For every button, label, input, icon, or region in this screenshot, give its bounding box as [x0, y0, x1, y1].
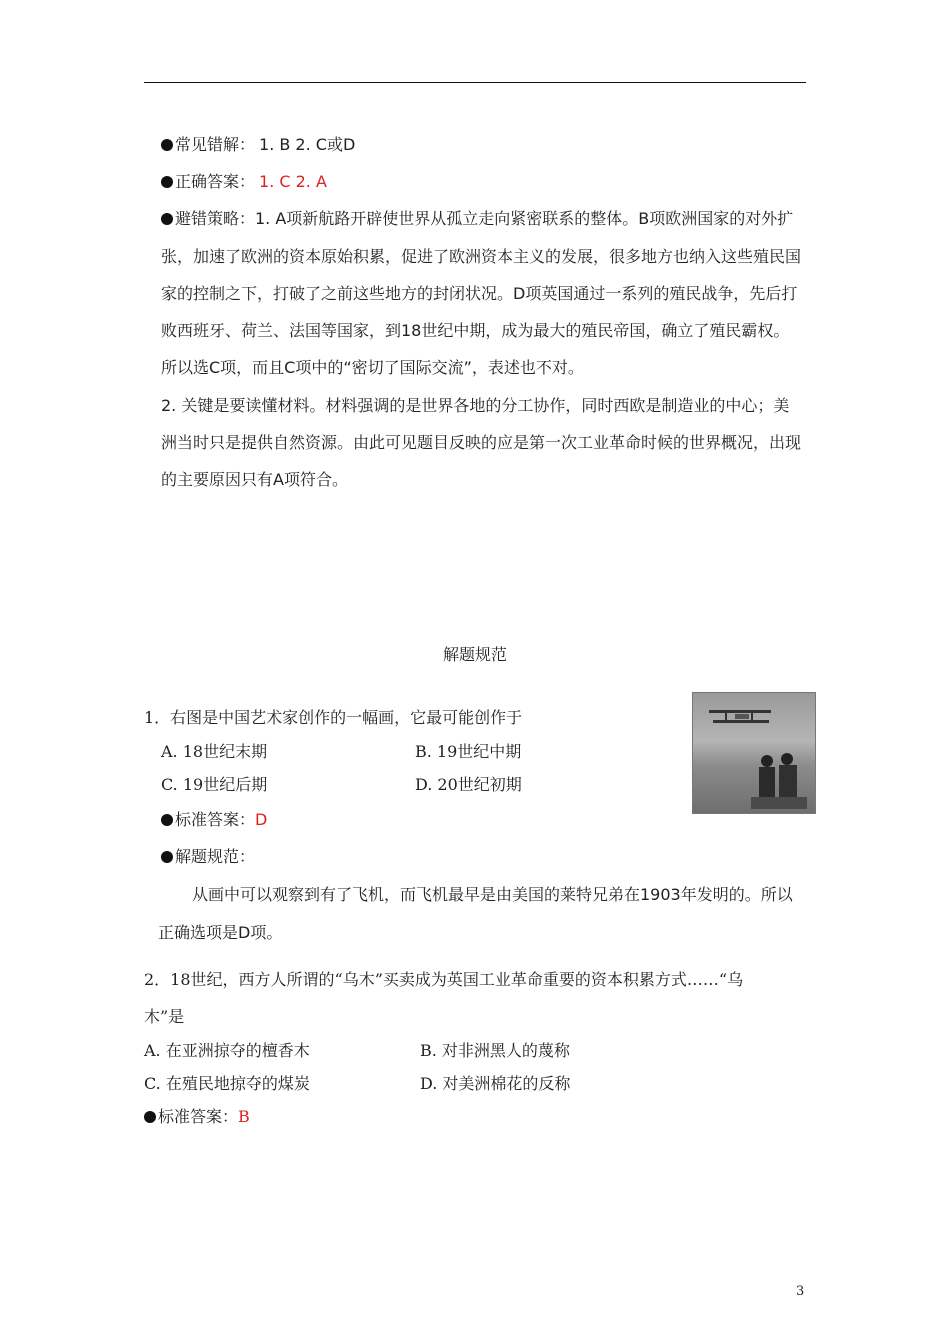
- biplane-icon: [705, 707, 775, 729]
- people-figures-icon: [751, 747, 807, 809]
- q1-explain-line: [161, 847, 255, 867]
- strategy-line: 的主要原因只有A项符合。: [161, 470, 348, 489]
- correct-answer-label: 正确答案：: [175, 172, 256, 191]
- bullet-icon: [161, 176, 173, 188]
- q1-answer-line: [161, 810, 267, 830]
- q1-stem: 1．右图是中国艺术家创作的一幅画，它最可能创作于: [144, 708, 523, 727]
- strategy-line: 张，加速了欧洲的资本原始积累，促进了欧洲资本主义的发展，很多地方也纳入这些殖民国: [161, 247, 802, 266]
- q1-answer-label: 标准答案：: [175, 810, 256, 829]
- strategy-line: 洲当时只是提供自然资源。由此可见题目反映的应是第一次工业革命时候的世界概况，出现: [161, 433, 802, 452]
- bullet-icon: [161, 213, 173, 225]
- bullet-icon: [161, 851, 173, 863]
- common-errors-line: [161, 135, 355, 155]
- header-rule: [144, 82, 806, 83]
- bullet-icon: [161, 814, 173, 826]
- bullet-icon: [161, 139, 173, 151]
- q2-answer-label: 标准答案：: [158, 1107, 239, 1126]
- q2-option-a: A. 在亚洲掠夺的檀香木: [144, 1041, 310, 1060]
- common-errors-label: 常见错解：: [175, 135, 256, 154]
- correct-answer-value: 1. C 2. A: [259, 172, 327, 191]
- q1-option-d: D. 20世纪初期: [415, 775, 522, 794]
- strategy-line: 败西班牙、荷兰、法国等国家，到18世纪中期，成为最大的殖民帝国，确立了殖民霸权。: [161, 321, 790, 340]
- q1-option-a: A. 18世纪末期: [161, 742, 268, 761]
- q1-explain-label: 解题规范：: [175, 847, 256, 866]
- q1-explain-text: 从画中可以观察到有了飞机，而飞机最早是由美国的莱特兄弟在1903年发明的。所以: [192, 885, 793, 904]
- strategy-line: 家的控制之下，打破了之前这些地方的封闭状况。D项英国通过一系列的殖民战争，先后打: [161, 284, 798, 303]
- q1-answer-value: D: [255, 810, 268, 829]
- q1-option-b: B. 19世纪中期: [415, 742, 522, 761]
- q2-answer-line: [144, 1107, 250, 1127]
- q2-option-c: C. 在殖民地掠夺的煤炭: [144, 1074, 310, 1093]
- bullet-icon: [144, 1111, 156, 1123]
- painting-image: [692, 692, 816, 814]
- correct-answer-line: [161, 172, 327, 192]
- q2-option-d: D. 对美洲棉花的反称: [420, 1074, 571, 1093]
- section-title: 解题规范: [442, 645, 507, 664]
- q2-stem: 2．18世纪，西方人所谓的“乌木”买卖成为英国工业革命重要的资本积累方式……“乌: [144, 970, 744, 989]
- q2-option-b: B. 对非洲黑人的蔑称: [420, 1041, 570, 1060]
- q2-stem: 木”是: [144, 1007, 185, 1026]
- q1-explain-text: 正确选项是D项。: [158, 923, 283, 942]
- page-number: 3: [796, 1284, 805, 1299]
- strategy-line: 避错策略：1. A项新航路开辟使世界从孤立走向紧密联系的整体。B项欧洲国家的对外扩: [161, 209, 793, 229]
- strategy-line: 2. 关键是要读懂材料。材料强调的是世界各地的分工协作，同时西欧是制造业的中心；美: [161, 396, 790, 415]
- q1-option-c: C. 19世纪后期: [161, 775, 268, 794]
- strategy-line: 所以选C项，而且C项中的“密切了国际交流”，表述也不对。: [161, 358, 584, 377]
- common-errors-value: 1. B 2. C或D: [259, 135, 356, 154]
- q2-answer-value: B: [238, 1107, 250, 1126]
